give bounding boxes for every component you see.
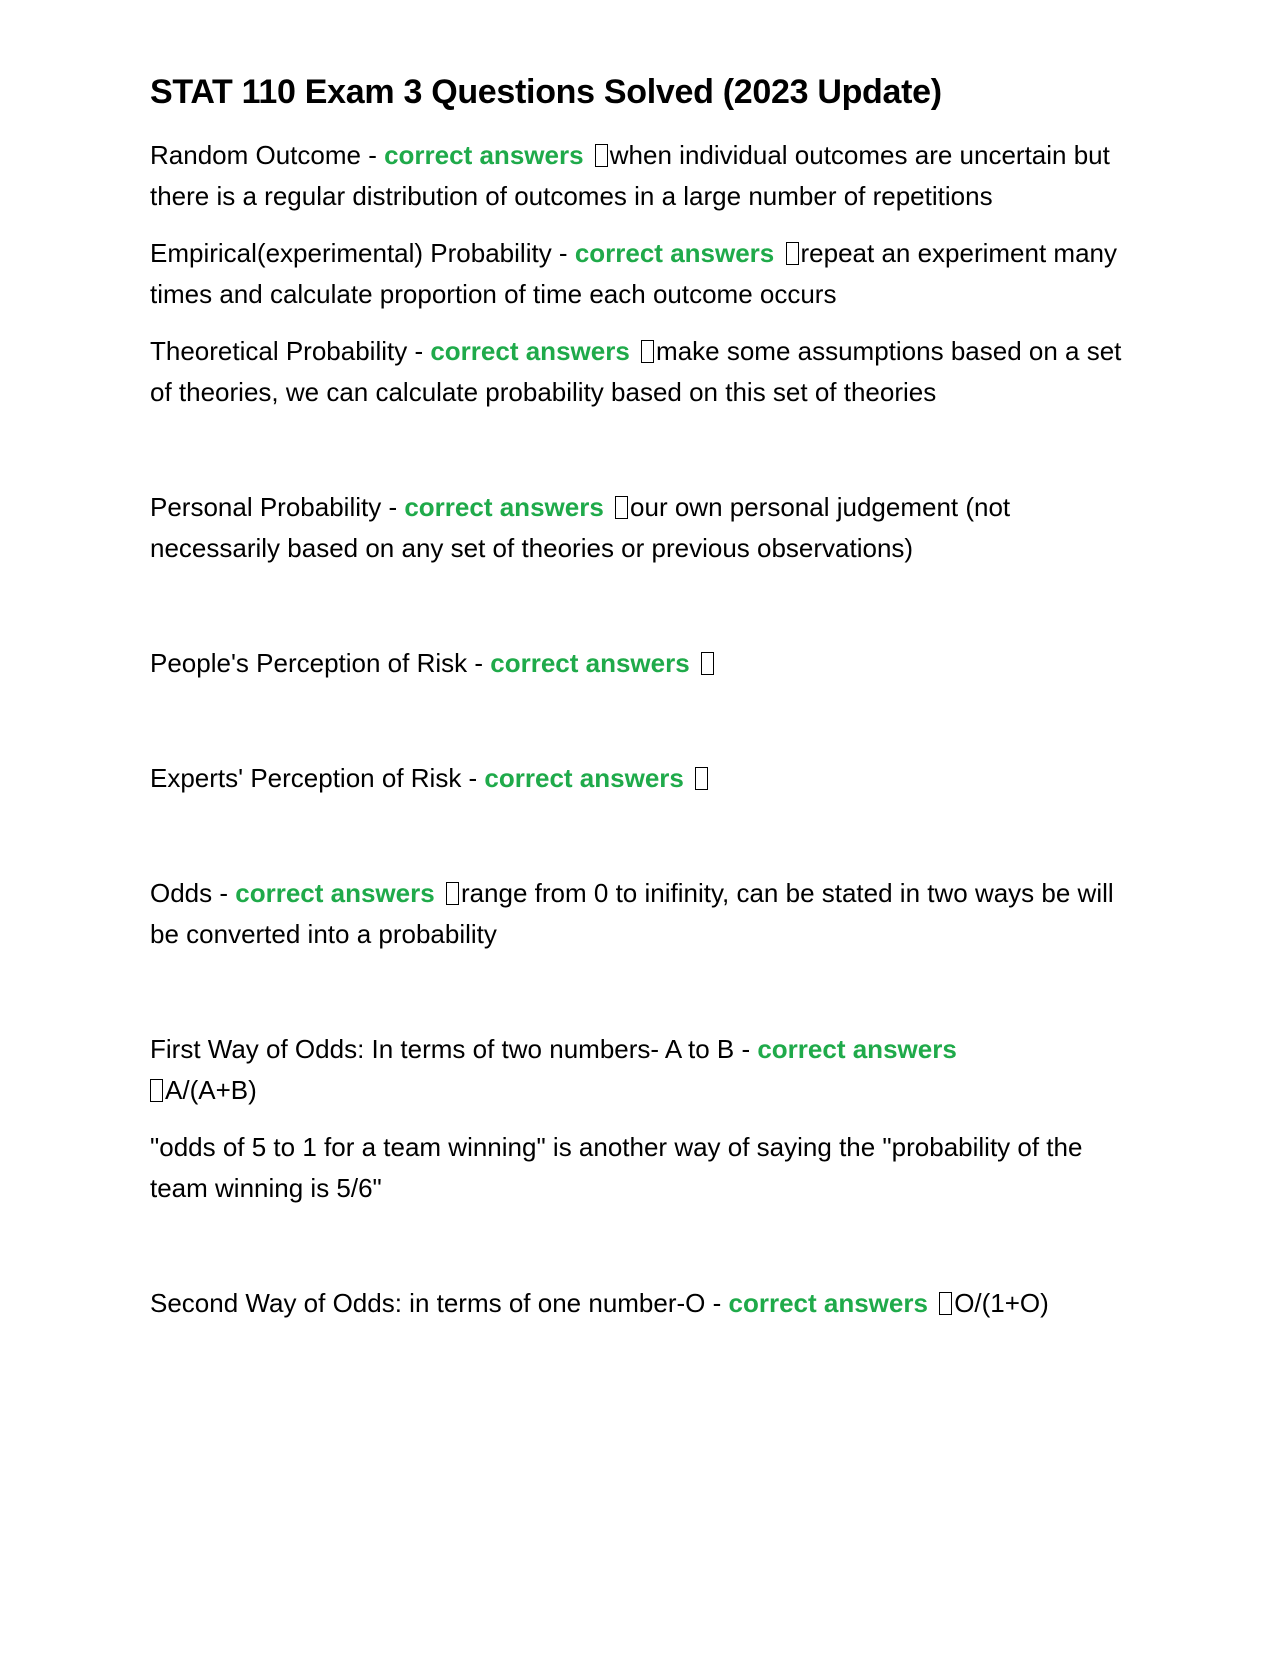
missing-glyph-box-icon — [615, 496, 628, 519]
missing-glyph-box-icon — [939, 1292, 952, 1315]
document-page — [150, 72, 1140, 1340]
document-title: STAT 110 Exam 3 Questions Solved (2023 Update) — [150, 73, 942, 111]
entry-term: Random Outcome - — [150, 139, 385, 170]
entry-answer: A/(A+B) — [165, 1074, 257, 1105]
answer-tag: correct answers — [574, 237, 775, 268]
entry-empirical-probability — [150, 233, 1140, 315]
entry-term: Second Way of Odds: in terms of one number-O - — [150, 1287, 729, 1318]
entry-odds — [150, 873, 1140, 955]
entry-term: Odds - — [150, 877, 236, 908]
missing-glyph-box-icon — [695, 767, 708, 790]
answer-tag: correct answers — [728, 1287, 928, 1318]
entry-experts-perception-of-risk — [150, 758, 1140, 799]
entry-second-way-of-odds — [150, 1283, 1140, 1324]
answer-tag: correct answers — [757, 1033, 957, 1064]
entry-peoples-perception-of-risk — [150, 643, 1140, 684]
answer-tag: correct answers — [430, 335, 630, 366]
entry-term: Experts' Perception of Risk - — [150, 762, 485, 793]
entry-answer: when individual outcomes are uncertain but there is a regular distribution of outcomes in a large number of repetitions — [150, 139, 1110, 211]
answer-tag: correct answers — [384, 139, 584, 170]
entry-answer: our own personal judgement (not necessarily based on any set of theories or previous observations) — [150, 491, 1011, 563]
entry-term: Theoretical Probability - — [150, 335, 431, 366]
answer-tag: correct answers — [404, 491, 604, 522]
entry-answer: repeat an experiment many times and calculate proportion of time each outcome occurs — [150, 237, 1118, 309]
missing-glyph-box-icon — [150, 1079, 163, 1102]
entry-theoretical-probability — [150, 331, 1140, 413]
entry-term: Empirical(experimental) Probability - — [150, 237, 575, 268]
entry-personal-probability — [150, 487, 1140, 569]
entry-answer: range from 0 to inifinity, can be stated in two ways be will be converted into a probability — [150, 877, 1114, 949]
entry-answer: O/(1+O) — [954, 1287, 1049, 1318]
entry-note: "odds of 5 to 1 for a team winning" is another way of saying the "probability of the team winning is 5/6" — [150, 1131, 1083, 1203]
missing-glyph-box-icon — [641, 340, 654, 363]
answer-tag: correct answers — [490, 647, 690, 678]
entry-term: Personal Probability - — [150, 491, 405, 522]
entry-term: First Way of Odds: In terms of two numbers- A to B - — [150, 1033, 758, 1064]
entry-first-way-of-odds — [150, 1029, 1140, 1111]
missing-glyph-box-icon — [786, 242, 799, 265]
answer-tag: correct answers — [235, 877, 435, 908]
missing-glyph-box-icon — [595, 144, 608, 167]
entry-random-outcome — [150, 135, 1140, 217]
answer-tag: correct answers — [484, 762, 684, 793]
entry-odds-example-note — [150, 1127, 1140, 1209]
entry-term: People's Perception of Risk - — [150, 647, 491, 678]
missing-glyph-box-icon — [446, 882, 459, 905]
missing-glyph-box-icon — [701, 652, 714, 675]
entry-answer: make some assumptions based on a set of theories, we can calculate probability based on this set of theories — [150, 335, 1122, 407]
